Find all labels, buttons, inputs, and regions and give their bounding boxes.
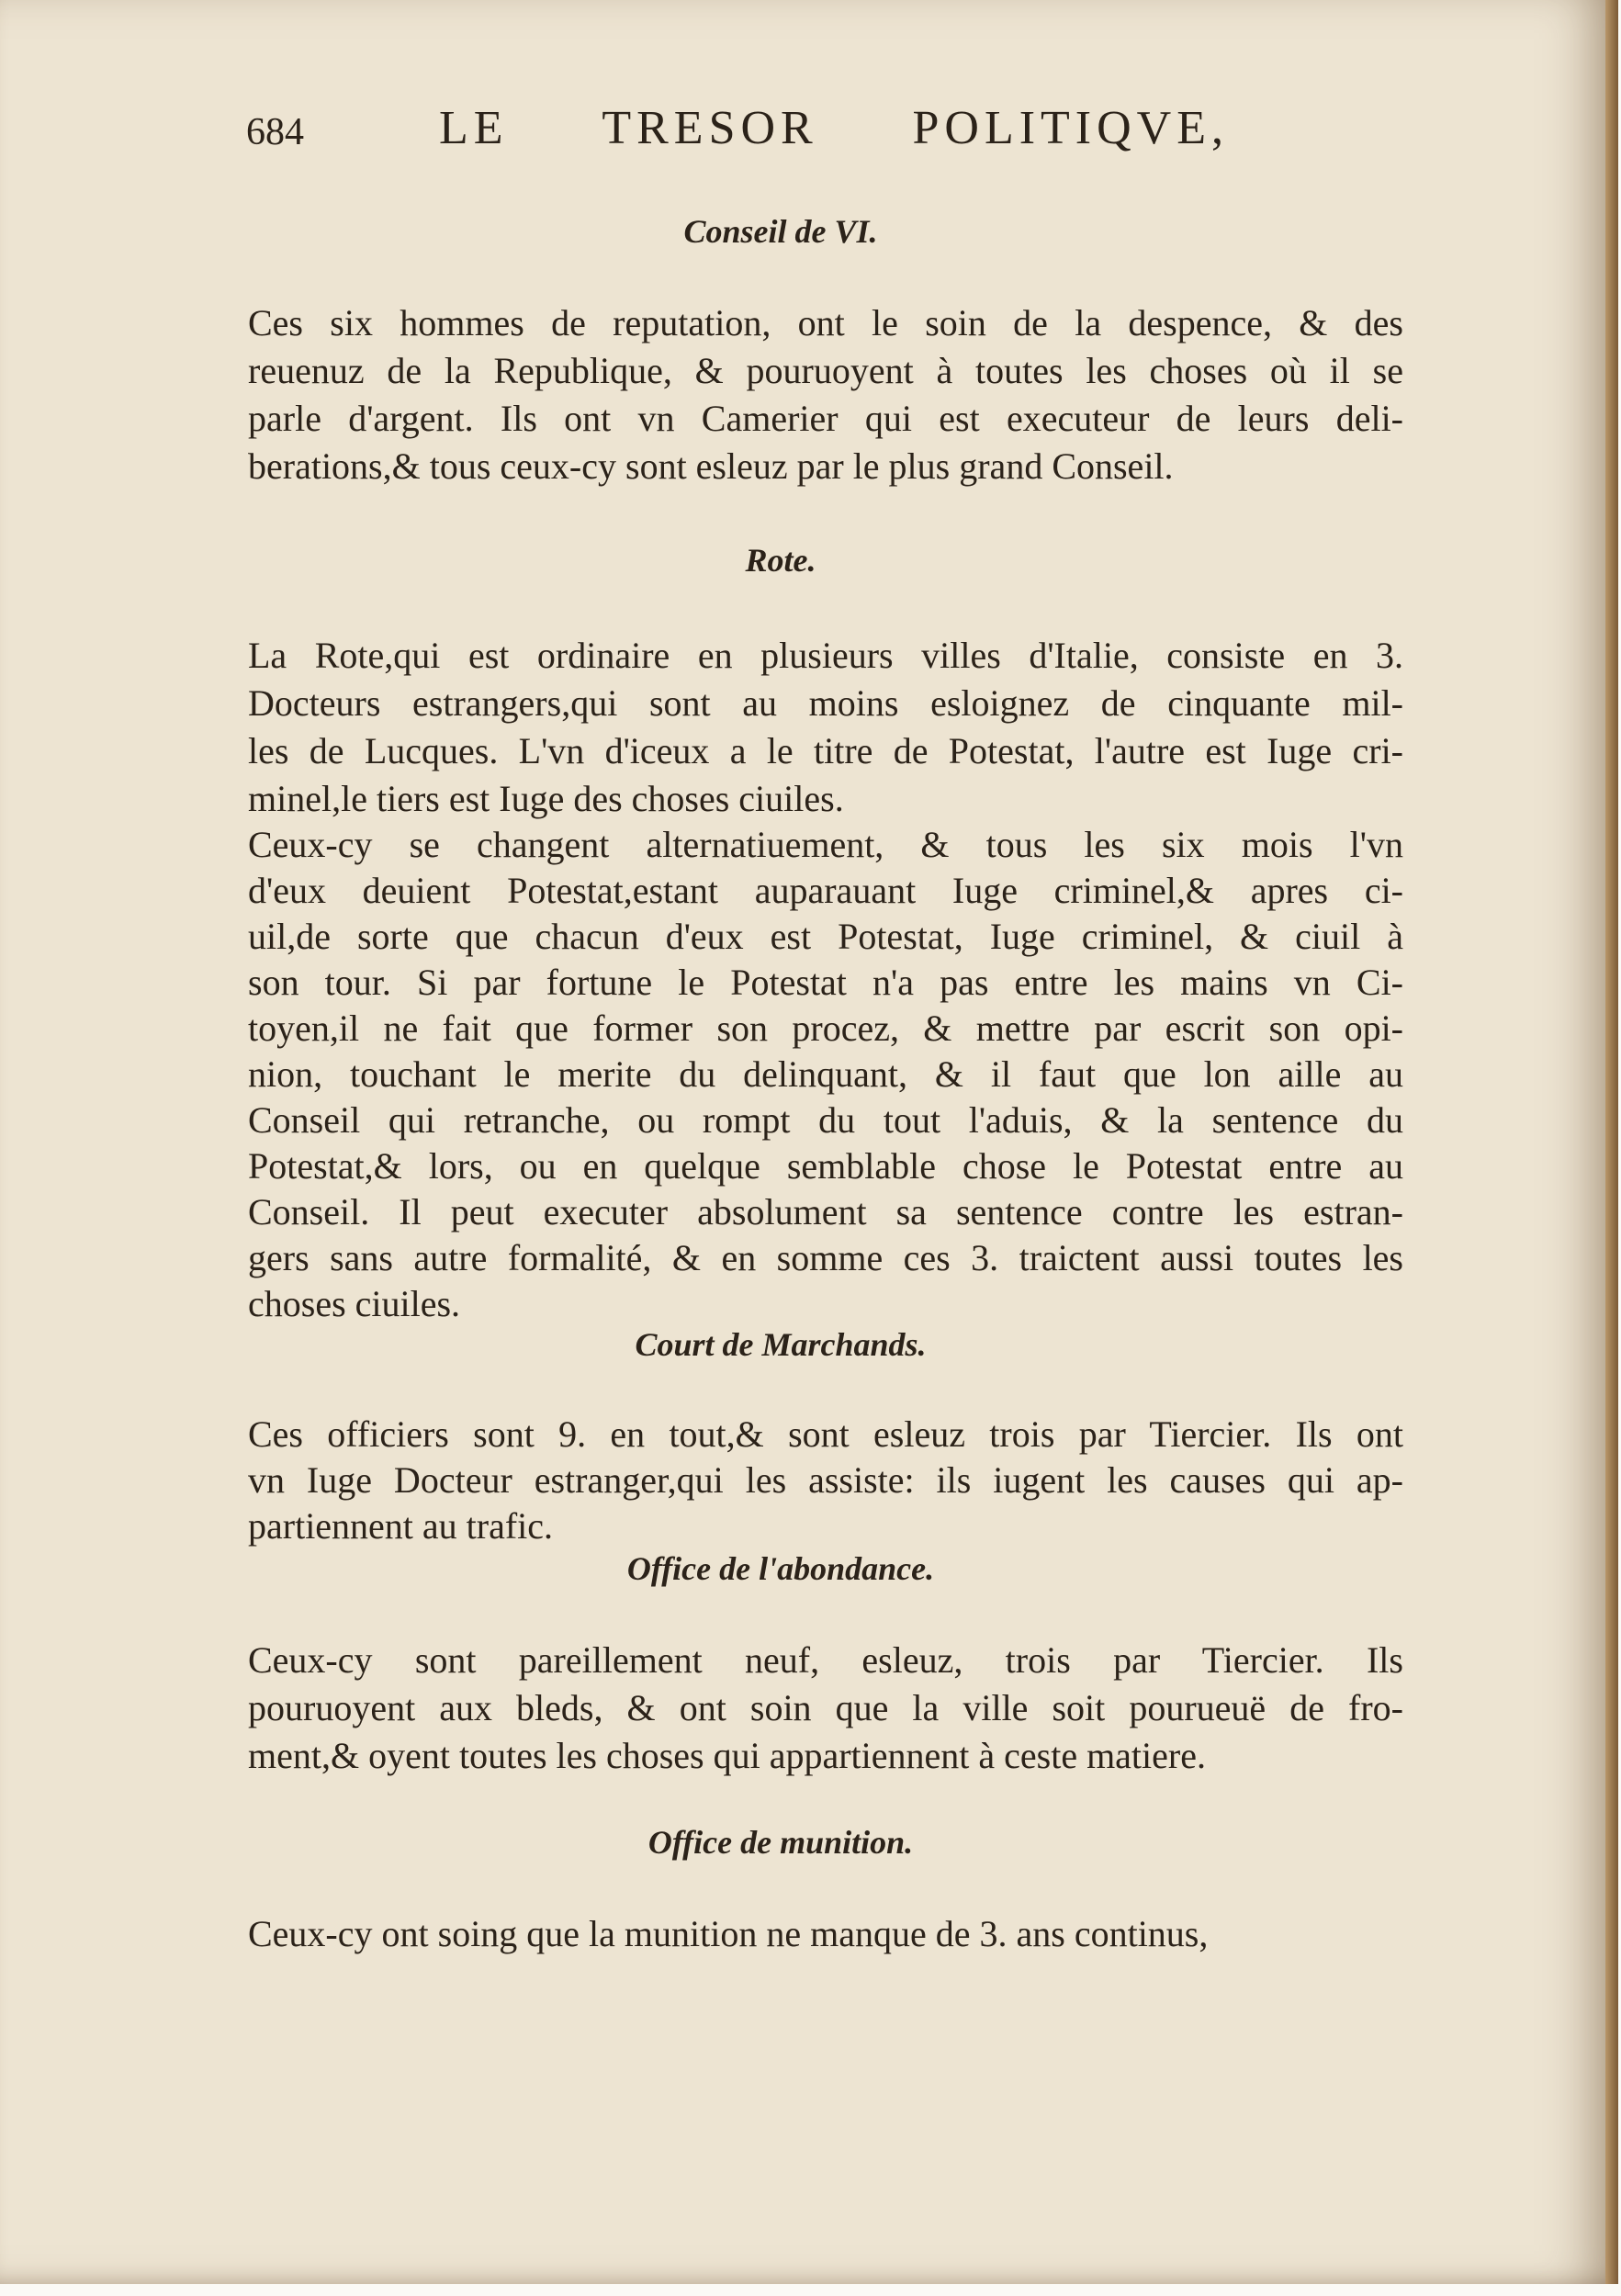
text-line: Ces officiers sont 9. en tout,& sont esleuz trois par Tiercier. Ils ont [248,1413,1403,1455]
text-line: Conseil. Il peut executer absolument sa sentence contre les estran- [248,1191,1403,1232]
text-line: Ceux-cy ont soing que la munition ne manque de 3. ans continus, [248,1913,1209,1954]
text-line: Ceux-cy se changent alternatiuement, & tous les six mois l'vn [248,824,1403,865]
text-line: ment,& oyent toutes les choses qui appartiennent à ceste matiere. [248,1735,1206,1776]
section-heading-abondance: Office de l'abondance. [626,1550,935,1587]
text-line: parle d'argent. Ils ont vn Camerier qui est executeur de leurs deli- [248,398,1403,439]
text-line: d'eux deuient Potestat,estant auparauant Iuge criminel,& apres ci- [248,870,1403,911]
section-heading-conseil: Conseil de VI. [683,213,878,250]
text-line: reuenuz de la Republique, & pouruoyent à toutes les choses où il se [248,350,1403,391]
running-title: LE TRESOR POLITIQVE, [439,102,1229,154]
text-line: choses ciuiles. [248,1283,461,1324]
text-line: Conseil qui retranche, ou rompt du tout l'aduis, & la sentence du [248,1099,1403,1141]
text-line: gers sans autre formalité, & en somme ces 3. traictent aussi toutes les [248,1237,1403,1278]
text-line: uil,de sorte que chacun d'eux est Potestat, Iuge criminel, & ciuil à [248,916,1403,957]
text-line: Ces six hommes de reputation, ont le soin de la despence, & des [248,302,1403,343]
text-line: nion, touchant le merite du delinquant, & il faut que lon aille au [248,1053,1403,1095]
page-number: 684 [246,111,304,153]
section-heading-rote: Rote. [745,542,816,579]
text-line: Docteurs estrangers,qui sont au moins esloignez de cinquante mil- [248,682,1403,724]
text-line: toyen,il ne fait que former son procez, & mettre par escrit son opi- [248,1007,1403,1049]
text-line: partiennent au trafic. [248,1505,554,1547]
text-line: berations,& tous ceux-cy sont esleuz par le plus grand Conseil. [248,445,1174,487]
text-line: Ceux-cy sont pareillement neuf, esleuz, trois par Tiercier. Ils [248,1639,1403,1681]
text-line: La Rote,qui est ordinaire en plusieurs villes d'Italie, consiste en 3. [248,635,1403,676]
text-line: Potestat,& lors, ou en quelque semblable chose le Potestat entre au [248,1145,1403,1187]
text-line: son tour. Si par fortune le Potestat n'a pas entre les mains vn Ci- [248,962,1403,1003]
text-line: minel,le tiers est Iuge des choses ciuiles. [248,778,844,819]
section-heading-munition: Office de munition. [647,1824,914,1861]
text-line: les de Lucques. L'vn d'iceux a le titre de Potestat, l'autre est Iuge cri- [248,730,1403,771]
text-line: pouruoyent aux bleds, & ont soin que la ville soit pourueuë de fro- [248,1687,1403,1728]
section-heading-court: Court de Marchands. [635,1326,927,1363]
text-line: vn Iuge Docteur estranger,qui les assiste: ils iugent les causes qui ap- [248,1459,1403,1501]
